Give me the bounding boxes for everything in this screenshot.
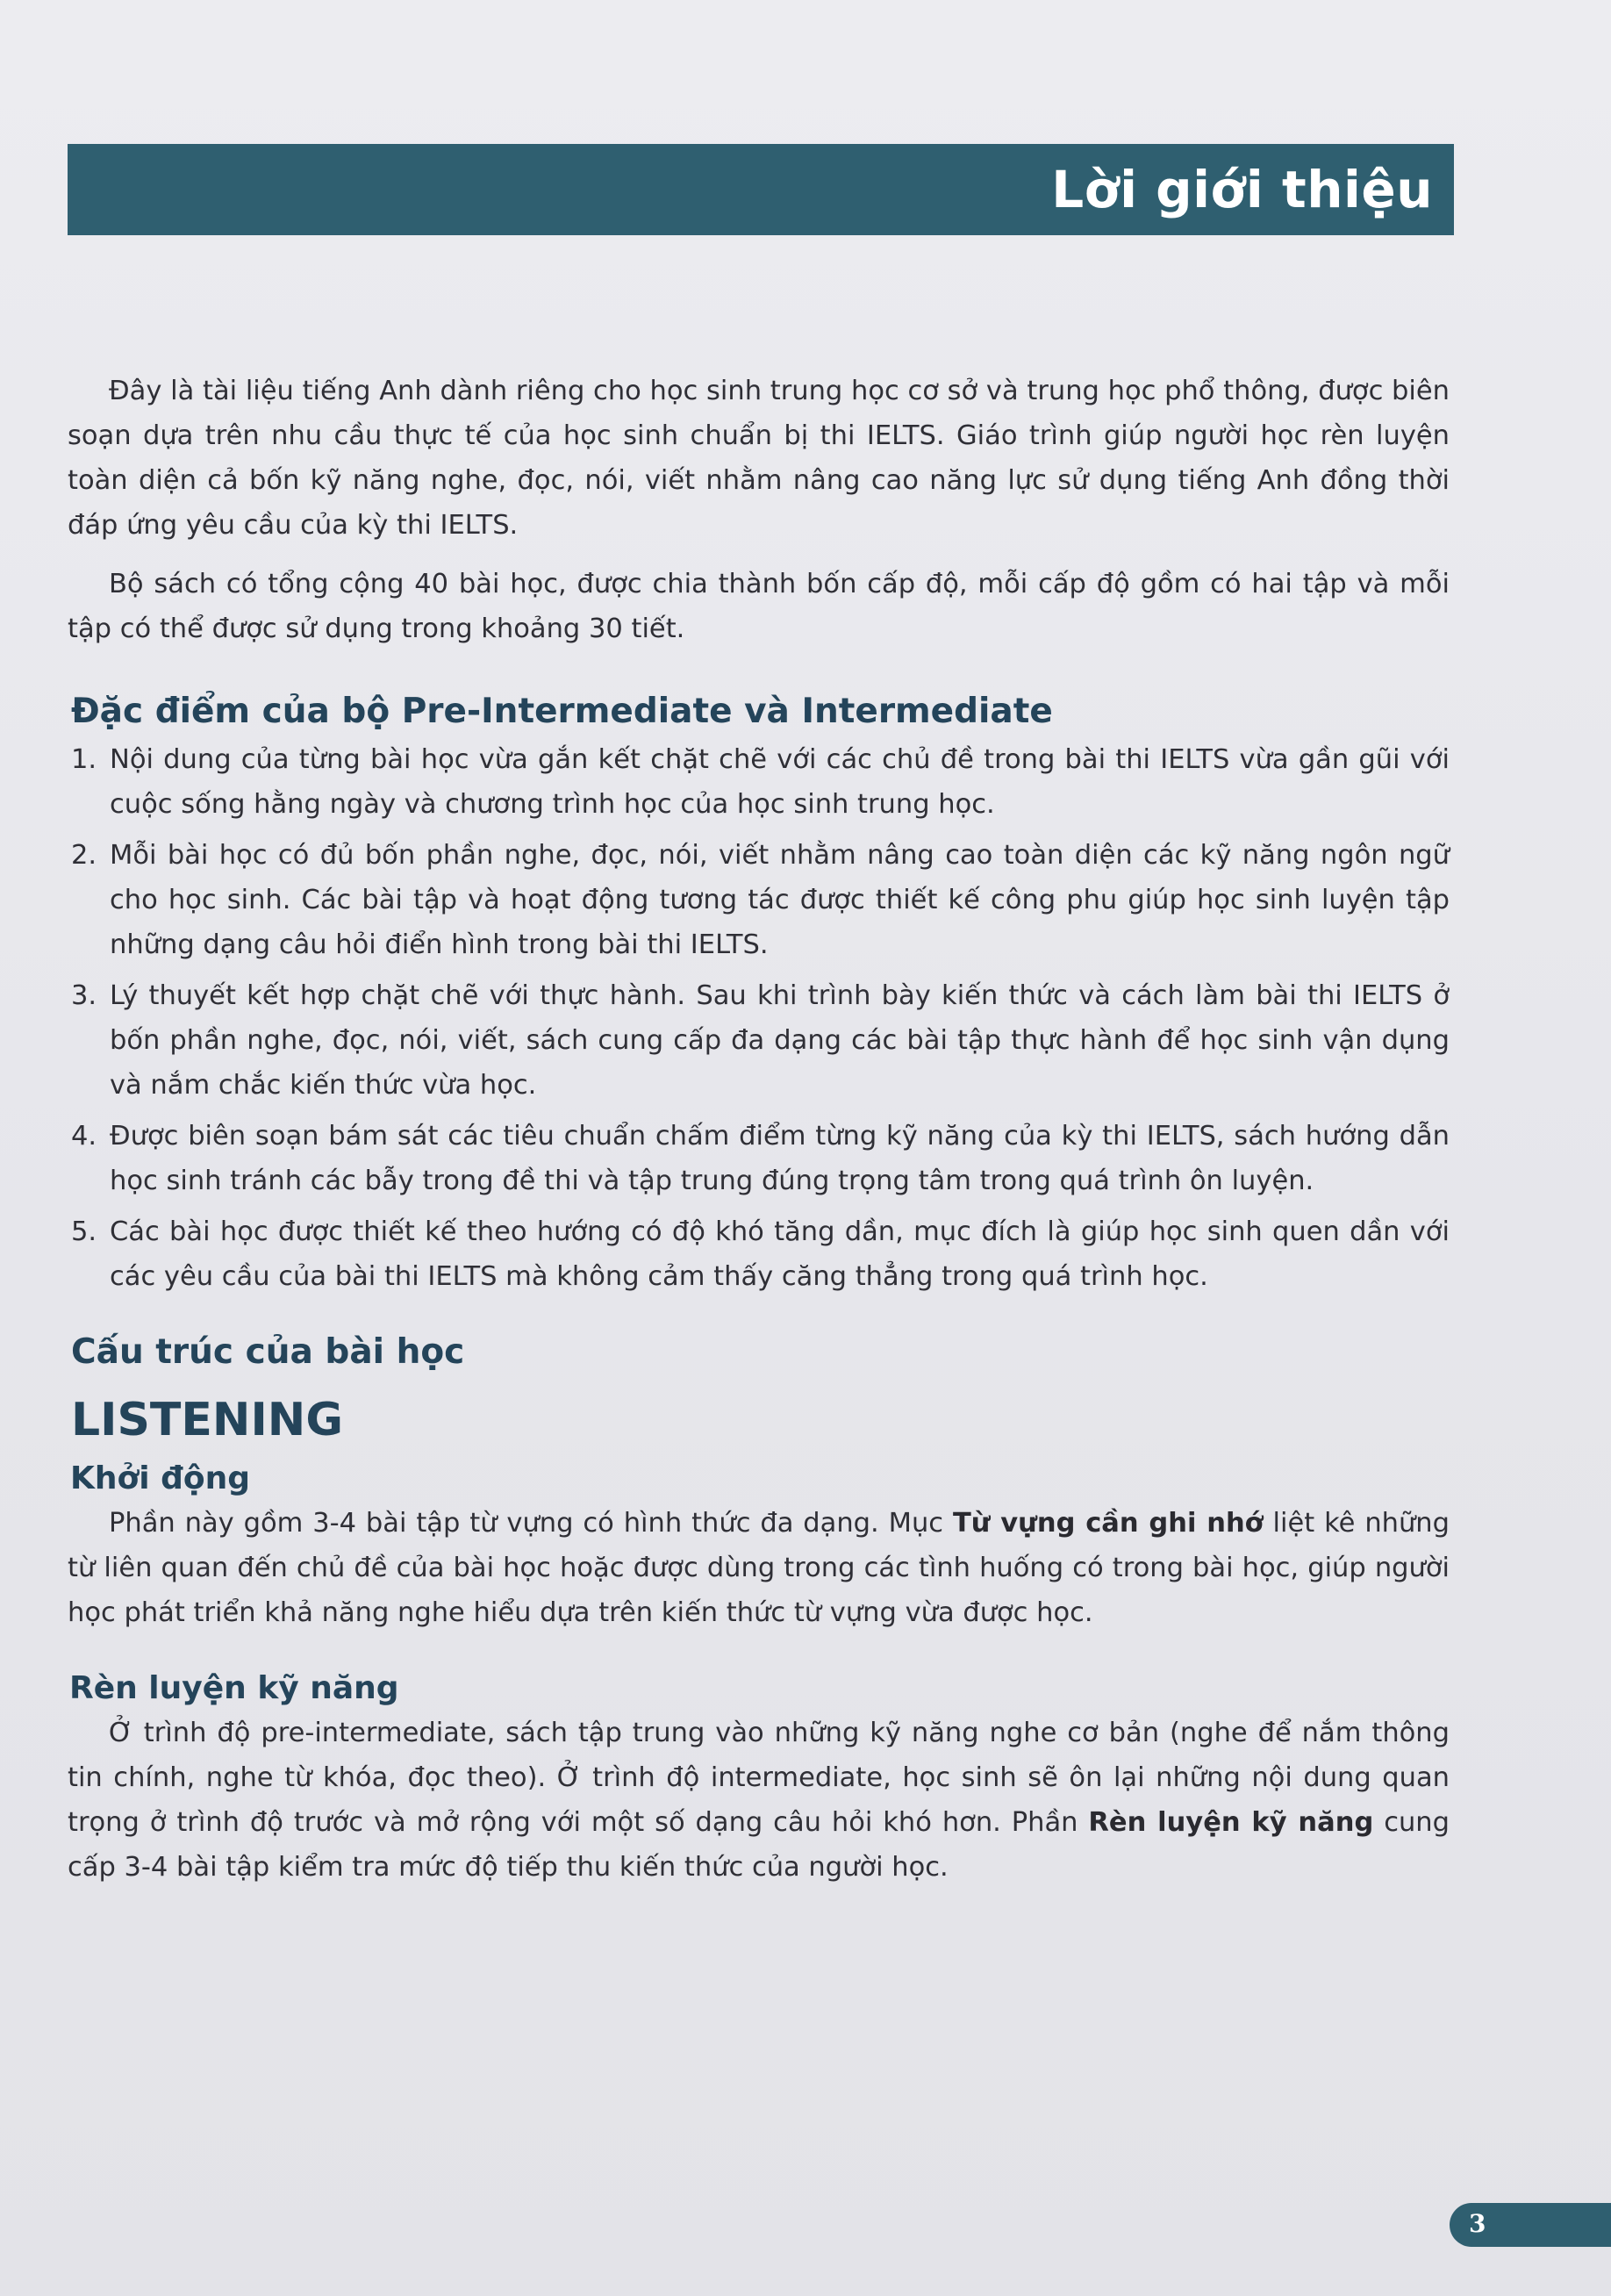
- feature-number: 1.: [71, 744, 97, 775]
- feature-item-3: [68, 973, 1450, 1108]
- feature-item-2: [68, 833, 1450, 967]
- feature-text: Nội dung của từng bài học vừa gắn kết chặt chẽ với các chủ đề trong bài thi IELTS vừa gần gũi với cuộc sống hằng ngày và chương trình học của học sinh trung học.: [110, 744, 1450, 820]
- skills-text-start: Ở trình độ pre-intermediate, sách tập trung vào những kỹ năng nghe cơ bản (nghe để nắm thông tin chính, nghe từ khóa, đọc theo). Ở trình độ intermediate, học sinh sẽ ôn lại những nội dung quan trọng ở trình độ trước và mở rộng với một số dạng câu hỏi khó hơn. Phần: [68, 1718, 1450, 1838]
- skills-text-end: cung cấp 3-4 bài tập kiểm tra mức độ tiếp thu kiến thức của người học.: [68, 1807, 1450, 1883]
- warmup-heading: Khởi động: [70, 1460, 251, 1496]
- intro-paragraph-2: Bộ sách có tổng cộng 40 bài học, được chia thành bốn cấp độ, mỗi cấp độ gồm có hai tập và mỗi tập có thể được sử dụng trong khoảng 30 tiết.: [68, 569, 1450, 644]
- skills-term: Rèn luyện kỹ năng: [1088, 1807, 1374, 1838]
- feature-number: 4.: [71, 1121, 97, 1152]
- warmup-text-start: Phần này gồm 3-4 bài tập từ vựng có hình thức đa dạng. Mục: [109, 1508, 953, 1539]
- warmup-paragraph: [68, 1501, 1450, 1635]
- page-content: [68, 369, 1450, 1890]
- feature-item-4: [68, 1114, 1450, 1203]
- feature-number: 2.: [71, 840, 97, 871]
- page-title: Lời giới thiệu: [1051, 160, 1433, 219]
- feature-text: Lý thuyết kết hợp chặt chẽ với thực hành. Sau khi trình bày kiến thức và cách làm bài thi IELTS ở bốn phần nghe, đọc, nói, viết, sách cung cấp đa dạng các bài tập thực hành để học sinh vận dụng và nắm chắc kiến thức vừa học.: [110, 980, 1450, 1101]
- page-number: 3: [1469, 2209, 1486, 2238]
- vocabulary-term: Từ vựng cần ghi nhớ: [952, 1508, 1264, 1539]
- intro-paragraph-1: Đây là tài liệu tiếng Anh dành riêng cho học sinh trung học cơ sở và trung học phổ thông, được biên soạn dựa trên nhu cầu thực tế của học sinh chuẩn bị thi IELTS. Giáo trình giúp người học rèn luyện toàn diện cả bốn kỹ năng nghe, đọc, nói, viết nhằm nâng cao năng lực sử dụng tiếng Anh đồng thời đáp ứng yêu cầu của kỳ thi IELTS.: [68, 376, 1450, 541]
- listening-heading: LISTENING: [71, 1394, 343, 1446]
- skills-heading: Rèn luyện kỹ năng: [69, 1670, 399, 1706]
- skills-paragraph: [68, 1711, 1450, 1890]
- feature-text: Mỗi bài học có đủ bốn phần nghe, đọc, nói, viết nhằm nâng cao toàn diện các kỹ năng ngôn ngữ cho học sinh. Các bài tập và hoạt động tương tác được thiết kế công phu giúp học sinh luyện tập những dạng câu hỏi điển hình trong bài thi IELTS.: [110, 840, 1450, 960]
- feature-text: Được biên soạn bám sát các tiêu chuẩn chấm điểm từng kỹ năng của kỳ thi IELTS, sách hướng dẫn học sinh tránh các bẫy trong đề thi và tập trung đúng trọng tâm trong quá trình ôn luyện.: [110, 1121, 1450, 1196]
- feature-number: 3.: [71, 980, 97, 1011]
- structure-heading: Cấu trúc của bài học: [71, 1332, 465, 1372]
- feature-item-5: [68, 1209, 1450, 1299]
- features-list: [68, 737, 1450, 1299]
- feature-text: Các bài học được thiết kế theo hướng có độ khó tăng dần, mục đích là giúp học sinh quen dần với các yêu cầu của bài thi IELTS mà không cảm thấy căng thẳng trong quá trình học.: [110, 1216, 1450, 1292]
- feature-item-1: [68, 737, 1450, 827]
- features-heading: Đặc điểm của bộ Pre-Intermediate và Intermediate: [71, 692, 1053, 731]
- feature-number: 5.: [71, 1216, 97, 1247]
- warmup-text-end: liệt kê những từ liên quan đến chủ đề của bài học hoặc được dùng trong các tình huống có trong bài học, giúp người học phát triển khả năng nghe hiểu dựa trên kiến thức từ vựng vừa được học.: [68, 1508, 1450, 1628]
- title-banner: [68, 144, 1454, 235]
